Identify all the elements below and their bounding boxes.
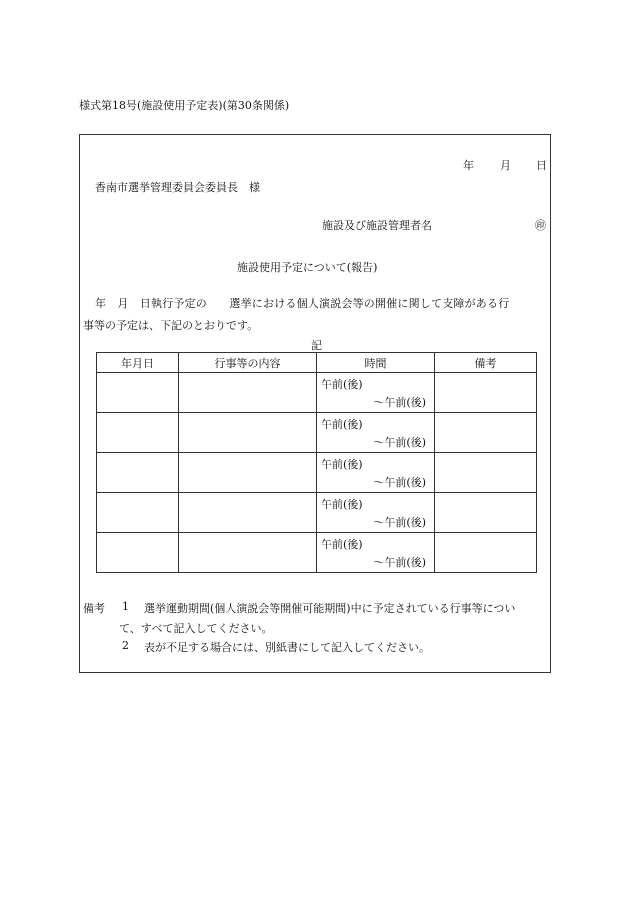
content-cell[interactable] (179, 373, 317, 413)
time-cell[interactable] (317, 493, 435, 533)
note-2-number: 2 (122, 639, 129, 652)
body-text-line-2: 事等の予定は、下記のとおりです。 (83, 319, 259, 332)
form-title: 様式第18号(施設使用予定表)(第30条関係) (79, 99, 290, 112)
time-end-label: ～午前(後) (373, 396, 426, 409)
date-cell[interactable] (97, 493, 179, 533)
note-2-line-1: 表が不足する場合には、別紙書にして記入してください。 (144, 641, 430, 654)
table-row (97, 533, 537, 573)
date-cell[interactable] (97, 533, 179, 573)
remarks-cell[interactable] (435, 373, 537, 413)
remarks-cell[interactable] (435, 453, 537, 493)
notes-label: 備考 (83, 602, 105, 615)
addressee: 香南市選挙管理委員会委員長 様 (95, 181, 260, 194)
date-cell[interactable] (97, 453, 179, 493)
date-month-label: 月 (500, 159, 511, 172)
header-time: 時間 (317, 353, 435, 373)
note-1-line-1: 選挙運動期間(個人演説会等開催可能期間)中に予定されている行事等につい (144, 602, 516, 615)
table-header-row (97, 353, 537, 373)
body-text-line-1: 年 月 日執行予定の 選挙における個人演説会等の開催に関して支障がある行 (95, 297, 510, 310)
subject-title: 施設使用予定について(報告) (237, 261, 378, 274)
time-cell[interactable] (317, 373, 435, 413)
seal-mark: ㊞ (535, 219, 546, 232)
remarks-cell[interactable] (435, 413, 537, 453)
table-row (97, 373, 537, 413)
date-day-label: 日 (536, 159, 547, 172)
form-frame (79, 134, 551, 673)
header-event-content: 行事等の内容 (179, 353, 317, 373)
content-cell[interactable] (179, 533, 317, 573)
time-start-label: 午前(後) (321, 538, 363, 551)
manager-label: 施設及び施設管理者名 (322, 219, 432, 232)
time-start-label: 午前(後) (321, 378, 363, 391)
time-end-label: ～午前(後) (373, 476, 426, 489)
table-row (97, 493, 537, 533)
date-cell[interactable] (97, 373, 179, 413)
time-end-label: ～午前(後) (373, 516, 426, 529)
table-row (97, 453, 537, 493)
schedule-table (96, 352, 537, 573)
time-end-label: ～午前(後) (373, 436, 426, 449)
content-cell[interactable] (179, 493, 317, 533)
content-cell[interactable] (179, 453, 317, 493)
header-remarks: 備考 (435, 353, 537, 373)
remarks-cell[interactable] (435, 533, 537, 573)
time-start-label: 午前(後) (321, 498, 363, 511)
time-start-label: 午前(後) (321, 418, 363, 431)
date-year-label: 年 (463, 159, 474, 172)
time-cell[interactable] (317, 533, 435, 573)
note-1-number: 1 (122, 600, 129, 613)
time-start-label: 午前(後) (321, 458, 363, 471)
date-cell[interactable] (97, 413, 179, 453)
time-cell[interactable] (317, 453, 435, 493)
content-cell[interactable] (179, 413, 317, 453)
header-date: 年月日 (97, 353, 179, 373)
note-1-line-2: て、すべて記入してください。 (119, 622, 273, 635)
remarks-cell[interactable] (435, 493, 537, 533)
time-cell[interactable] (317, 413, 435, 453)
ki-label: 記 (311, 339, 322, 352)
table-row (97, 413, 537, 453)
time-end-label: ～午前(後) (373, 556, 426, 569)
